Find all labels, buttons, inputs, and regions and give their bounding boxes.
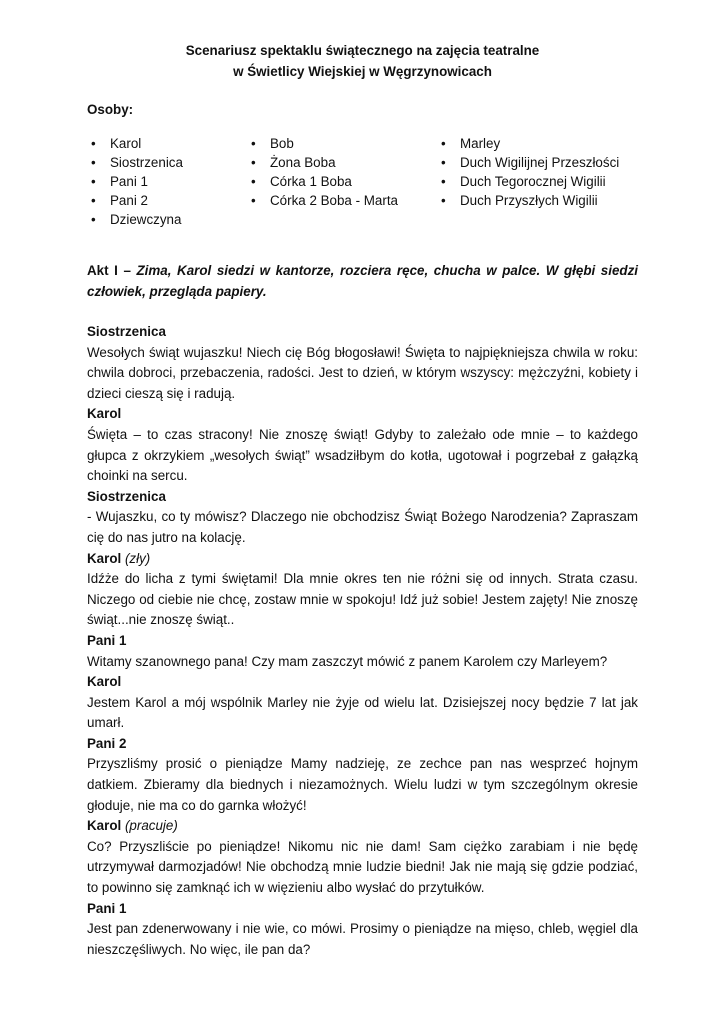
dialogue-line: Wesołych świąt wujaszku! Niech cię Bóg błogosławi! Święta to najpiękniejsza chwila w roku: chwila dobroci, przebaczenia, radości. Jest to dzień, w którym wszyscy: mężczyźni, kobiety i dzieci cieszą się i radują. xyxy=(87,344,638,401)
cast-heading: Osoby: xyxy=(87,102,134,117)
dialogue-line: Jest pan zdenerwowany i nie wie, co mówi. Prosimy o pieniądze na mięso, chleb, węgiel dla nieszczęśliwych. No więc, ile pan da? xyxy=(87,921,638,957)
cast-column-1 xyxy=(87,134,247,229)
dialogue-entry xyxy=(87,549,638,631)
cast-item: • Córka 2 Boba - Marta xyxy=(247,191,437,210)
cast-column-3 xyxy=(437,134,627,229)
cast-item: • Dziewczyna xyxy=(87,210,247,229)
cast-item: • Bob xyxy=(247,134,437,153)
cast-item: • Karol xyxy=(87,134,247,153)
speaker-name: Pani 1 xyxy=(87,900,127,916)
speaker-name: Karol xyxy=(87,406,122,422)
dialogue-entry xyxy=(87,631,638,672)
cast-item: • Duch Przyszłych Wigilii xyxy=(437,191,627,210)
dialogue-entry xyxy=(87,322,638,404)
cast-column-2 xyxy=(247,134,437,229)
speaker-name: Karol (pracuje) xyxy=(87,818,178,834)
cast-list xyxy=(87,134,638,229)
speaker-name: Pani 2 xyxy=(87,735,127,751)
cast-item: • Duch Tegorocznej Wigilii xyxy=(437,172,627,191)
dialogue-line: Co? Przyszliście po pieniądze! Nikomu nic nie dam! Sam ciężko zarabiam i nie będę utrzymywał darmozjadów! Nie obchodzą mnie ludzie biedni! Jak nie mają się gdzie podziać, to powinno się zamknąć ich w więzieniu albo wysłać do przytułków. xyxy=(87,838,638,896)
speaker-name: Karol (zły) xyxy=(87,550,151,566)
act-description: Zima, Karol siedzi w kantorze, rozciera ręce, chucha w palce. W głębi siedzi człowiek, przegląda papiery. xyxy=(87,263,639,299)
document-title xyxy=(87,0,638,82)
title-line-2: w Świetlicy Wiejskiej w Węgrzynowicach xyxy=(233,64,492,79)
dialogue-entry xyxy=(87,672,638,734)
dialogue-line: Witamy szanownego pana! Czy mam zaszczyt mówić z panem Karolem czy Marleyem? xyxy=(87,653,608,669)
cast-item: • Żona Boba xyxy=(247,153,437,172)
cast-item: • Marley xyxy=(437,134,627,153)
title-line-1: Scenariusz spektaklu świątecznego na zajęcia teatralne xyxy=(185,43,540,58)
dialogue-entry xyxy=(87,487,638,549)
dialogue-line: Święta – to czas stracony! Nie znoszę świąt! Gdyby to zależało ode mnie – to każdego głupca z okrzykiem „wesołych świąt” wsadziłbym do kotła, ugotował i pogrzebał z gałązką choinki na sercu. xyxy=(87,426,638,484)
cast-item: • Duch Wigilijnej Przeszłości xyxy=(437,153,627,172)
stage-note: (pracuje) xyxy=(124,818,178,834)
cast-item: • Pani 2 xyxy=(87,191,247,210)
act-label: Akt I – xyxy=(87,263,137,278)
cast-item: • Siostrzenica xyxy=(87,153,247,172)
cast-item: • Córka 1 Boba xyxy=(247,172,437,191)
dialogue-entry xyxy=(87,899,638,961)
dialogue-entry xyxy=(87,816,638,898)
act-heading xyxy=(87,260,638,302)
dialogue xyxy=(87,322,638,960)
speaker-name: Siostrzenica xyxy=(87,324,166,339)
dialogue-line: - Wujaszku, co ty mówisz? Dlaczego nie obchodzisz Świąt Bożego Narodzenia? Zapraszam cię do nas jutro na kolację. xyxy=(87,509,638,545)
dialogue-line: Przyszliśmy prosić o pieniądze Mamy nadzieję, ze zechce pan nas wesprzeć hojnym datkiem. Zbieramy dla biednych i niezamożnych. Wielu ludzi w tym szczególnym okresie głoduje, nie ma co do garnka włożyć! xyxy=(87,756,638,813)
stage-note: (zły) xyxy=(124,550,151,566)
dialogue-line: Idźże do licha z tymi świętami! Dla mnie okres ten nie różni się od innych. Strata czasu. Niczego od ciebie nie chcę, zostaw mnie w spokoju! Idź już sobie! Jestem zajęty! Nie znoszę świąt...nie znoszę świąt.. xyxy=(87,571,638,628)
speaker-name: Siostrzenica xyxy=(87,488,166,504)
speaker-name: Karol xyxy=(87,674,122,690)
dialogue-entry xyxy=(87,404,638,486)
cast-item: • Pani 1 xyxy=(87,172,247,191)
dialogue-entry xyxy=(87,734,638,816)
dialogue-line: Jestem Karol a mój wspólnik Marley nie żyje od wielu lat. Dzisiejszej nocy będzie 7 lat jak umarł. xyxy=(87,694,638,731)
speaker-name: Pani 1 xyxy=(87,632,127,648)
